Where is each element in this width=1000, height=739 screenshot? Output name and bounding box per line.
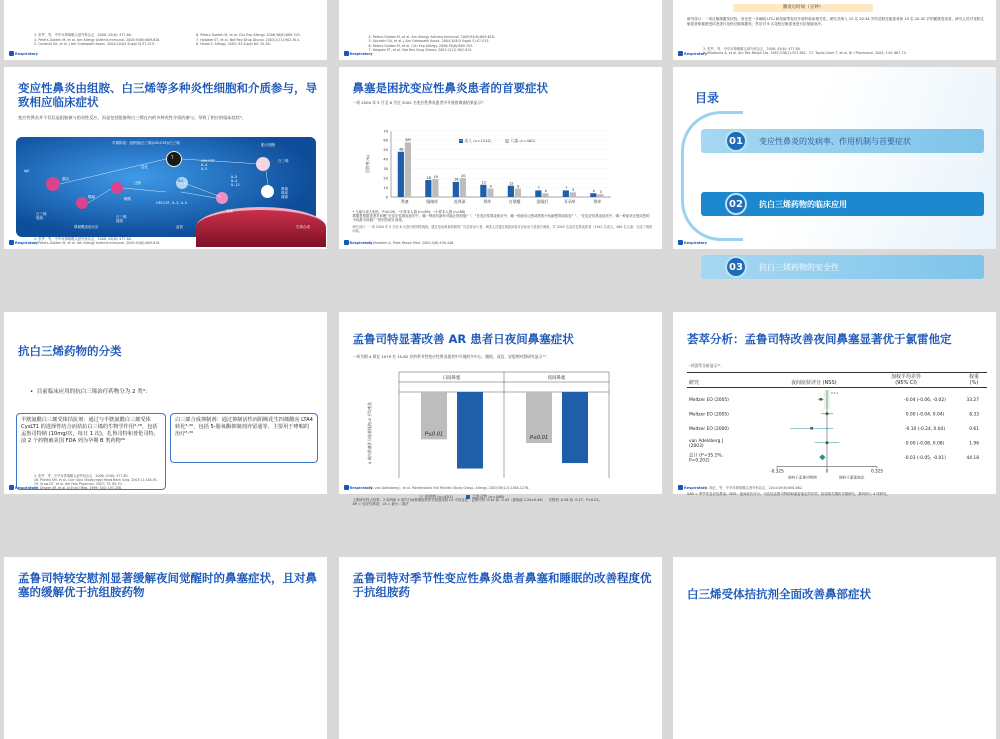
brand-logo: Respiratory — [344, 51, 373, 56]
slide-intro: 一项为期 4 周在 1079 名 15-82 岁的季节性变应性鼻炎患者中开展的多中心、随机、双盲、安慰剂对照研究显示¹⁰： — [352, 354, 550, 359]
weight-text: 1.96 — [969, 441, 979, 447]
study-design-text: 研究设计：一项过敏源激发试验，旨在进一步阐明 LTC₄ 和组胺等炎性介质的临床相关性。研究共纳入 10 名 20-34 岁的花粉过敏患者和 10 名 20-32 岁的健康受试者。研究人员对花粉过敏患者和健康受试者进行花粉过敏源激发，然后对 6 名花粉过敏患者进行抗组胺治疗。 — [687, 17, 984, 26]
point-estimate — [810, 427, 813, 430]
chart-legend: 成人 (n=1542) 儿童 (n=460) — [459, 128, 544, 147]
references: 3. 张罗，等．中华耳鼻咽喉头颈外科杂志．2008; 43(6): 477-80. 4. Peters-Golden M, et al. Am Allergy Asthma Immunol. 2005;94(6):609-618. — [34, 236, 161, 245]
point-estimate — [820, 398, 823, 401]
slide-intro: 一项荟萃分析显示¹¹： — [687, 363, 725, 368]
data-label: 5 — [571, 188, 574, 193]
y-tick-label: 60 — [382, 138, 388, 143]
y-axis-label: 回答率(%) — [364, 155, 370, 173]
brand-logo: Respiratory — [678, 485, 707, 490]
weight-text: 33.27 — [966, 397, 979, 403]
slide-thumbnail[interactable] — [4, 67, 327, 249]
bar — [535, 190, 541, 197]
data-label: 9 — [489, 184, 492, 189]
bar — [590, 193, 596, 197]
category-label: 日间鼻塞 — [442, 376, 460, 381]
forest-header: 研究 夜间症状评分 (NSS) 加权平均差异 (95% CI) 权重 (%) — [687, 372, 987, 388]
slide-title: 变应性鼻炎由组胺、白三烯等多种炎性细胞和介质参与，导致相应临床症状 — [18, 81, 317, 109]
bar — [562, 392, 588, 463]
ci-text: -0.10 (-0.24, 0.04) — [904, 426, 946, 432]
y-tick-label: 0 — [385, 195, 388, 200]
bar — [432, 179, 438, 197]
slide-title: 孟鲁司特显著改善 AR 患者日夜间鼻塞症状 — [352, 332, 574, 346]
bar — [397, 152, 403, 197]
brand-logo: Respiratory — [9, 485, 38, 490]
data-label: 9 — [516, 184, 519, 189]
brand-logo: Respiratory — [9, 51, 38, 56]
x-tick-label: 耳朵痒 — [563, 199, 575, 204]
chart-footnote: SAR = 季节性变应性鼻炎；NSS：夜间症状评分。为比较孟鲁司特钠和氯雷他定的疗效，检索相关随机对照研究，最终纳入 4 项研究。 — [687, 492, 890, 496]
toc-number: 03 — [725, 256, 747, 278]
x-tick-label: 鼻塞 — [400, 199, 409, 204]
bar — [452, 182, 458, 197]
study-label: Meltzer EO (2005) — [689, 412, 729, 418]
study-label: van Adelsberg J — [689, 438, 724, 444]
brand-logo: Respiratory — [678, 240, 707, 245]
bar — [514, 189, 520, 197]
ci-text: -0.03 (-0.05, -0.01) — [904, 455, 946, 461]
x-tick-label: 眼睛痒 — [426, 199, 438, 204]
references-left: 3. 张罗，等．中华耳鼻咽喉头颈外科杂志．2008; 43(6): 477-80. 4. Peters-Golden M, et al. Am Allergy Asthma Immunol. 2005;94(6):609-618. 5. Quraishi SA, et al. J Am Osteopath Assoc. 2004;104(5 Suppl 5):S7-S15. — [34, 33, 161, 46]
y-tick-label: 10 — [382, 185, 388, 190]
toc-title: 目录 — [695, 91, 720, 105]
slide-thumbnail[interactable] — [673, 67, 996, 273]
references: 4. Peters-Golden M, et al. Am Allergy Asthma Immunol. 2005;94(6):609-618. 5. Quraishi SA, et al. J Am Osteopath Assoc. 2004;104(5 Suppl 5):S7-S15. 6. Peters-Golden M, et al. Clin Exp Allergy. 2006;36(6):689-703. 7. Holgate ST, et al. Nat Rev Drug Discov. 2003;2(11):902-914. — [368, 35, 495, 52]
data-label: 7 — [537, 186, 540, 191]
slide-thumbnail[interactable] — [673, 312, 996, 494]
x-tick-label: 0 — [825, 468, 829, 474]
slide-title: 荟萃分析：孟鲁司特改善夜间鼻塞显著优于氯雷他定 — [687, 332, 952, 346]
favors-right-label: 倾向于氯雷他定 — [839, 475, 865, 480]
toc-number: 01 — [725, 130, 747, 152]
toc-item-1[interactable]: 01 变应性鼻炎的发病率、作用机制与首要症状 — [701, 129, 984, 153]
slide-thumbnail[interactable] — [339, 557, 662, 739]
chart-footnote: 主要研究终点结果：2 周内和 4 周内日间鼻塞症状评分较基线的 LS 平均变化：孟鲁司特 -0.42 和 -0.43（基线值 2.20±0.46），安慰剂 -0.26 和 -0.27；P<0.01。 AR = 变应性鼻炎；LS = 最小二乘法 — [352, 498, 603, 507]
data-label: 48 — [398, 147, 403, 152]
slide-title: 抗白三烯药物的分类 — [18, 344, 122, 358]
mechanism-diagram: 早期阶段：组织胺/白三烯(GM-CSF)/白三烯 T Th2 GM-CSF IL-4 IL-5 IL-5 IL-4 IL-13 GM-CSF, IL-3, IL-5 IgE 激活 迁移 白三烯 组胺 嗜碱 嗜酸 炎症 白三烯 组胺 鼻黏膜炎症反应 白三烯 鼻塞 鼻痒 流涕 肥大细胞 趋化 血管 生物合成 — [16, 137, 316, 237]
data-label: 13 — [481, 180, 486, 185]
x-tick-label: -0.325 — [770, 468, 784, 474]
slide-thumbnail[interactable] — [673, 557, 996, 739]
study-label: (2003) — [689, 443, 704, 449]
summary-diamond — [819, 454, 825, 460]
slide-thumbnail[interactable] — [339, 312, 662, 507]
toc-item-3[interactable]: 03 抗白三烯药物的安全性 — [701, 255, 984, 279]
data-label: 20 — [460, 173, 465, 178]
ci-text: 0.00 (-0.08, 0.08) — [905, 441, 945, 447]
x-tick-label: 流鼻涕 — [453, 199, 465, 204]
slide-thumbnail[interactable] — [673, 0, 996, 60]
bar — [457, 392, 483, 469]
study-design-text: 研究设计：一项 2004 年 5 月至 6 月进行的网络调查。通过电话调查和网络广告征募参与者。调查人员通过调查问卷对目标参与者进行调查。共 2002 名变应性鼻炎患者（1542 名成人，460 名儿童）完成了调查问卷。 — [352, 225, 653, 233]
weight-text: 0.61 — [969, 426, 979, 432]
study-label: Meltzer EO (2005) — [689, 397, 729, 403]
slide-title: 鼻塞是困扰变应性鼻炎患者的首要症状 — [352, 81, 548, 95]
y-tick-label: 30 — [382, 167, 388, 172]
x-tick-label: 流眼泪 — [536, 199, 548, 204]
toc-number: 02 — [725, 193, 747, 215]
p-value-annotation: P≤0.01 — [424, 431, 443, 438]
congestion-bar-chart — [359, 370, 629, 480]
data-label: 18 — [426, 175, 431, 180]
chart-legend: 安慰剂 (n=451) 孟鲁司特 (n=448) — [419, 484, 513, 503]
ltra-box: 半胱氨酰白三烯受体拮抗剂：通过与半胱氨酰白三烯受体 CysLT1 的选择性结合而拮抗白三烯的生物学作用³·²⁸，包括孟鲁司特钠 (10mg/次，每日 1 次)，扎鲁司特和普伦司特，前 2 个药物被美国 FDA 列为孕期 B 类药物²⁹ — [16, 413, 166, 490]
slide-thumbnail[interactable] — [4, 312, 327, 494]
bar — [542, 193, 548, 197]
brand-logo: Respiratory — [344, 240, 373, 245]
slide-intro: 变应性鼻炎并不仅仅是组胺参与的炎性反应，而是包括组胺和白三烯在内的多种炎性介质的参与，导致了相应的临床症状³。 — [18, 115, 246, 120]
data-label: 19 — [433, 174, 438, 179]
bullet-text: • 目前临床应用的抗白三烯治疗药物分为 2 类³： — [30, 389, 151, 395]
y-tick-label: 20 — [382, 176, 388, 181]
x-tick-label: 鼻痒 — [592, 199, 601, 204]
references: 10. van Adelsberg J, et al. Montelukast Fall Rhinitis Study Group. Allergy. 2003;58(12):1268-1276. — [368, 485, 530, 490]
data-label: 12 — [508, 181, 513, 186]
slide-thumbnail[interactable] — [4, 0, 327, 60]
data-label: 4 — [592, 189, 595, 194]
brand-logo: Respiratory — [9, 240, 38, 245]
favors-left-label: 倾向于孟鲁司特钠 — [788, 475, 817, 480]
study-label: P=0.202) — [689, 458, 710, 464]
category-label: 夜间鼻塞 — [547, 376, 565, 381]
references: 3. 张罗，等．中华耳鼻咽喉头颈外科杂志．2008; 43(6): 477-80. 9. Miadonna A, et al. Am Rev Respir Dis. 1987;136(2):357-362. 27. Taylor-Clark T, et al. Br J Pharmacol. 2005; 144: 867-74. — [703, 46, 907, 55]
bar — [459, 178, 465, 197]
data-label: 58* — [404, 138, 411, 143]
data-label: 16 — [453, 177, 458, 182]
slide-title: 孟鲁司特较安慰剂显著缓解夜间觉醒时的鼻塞症状，且对鼻塞的缓解优于抗组胺药物 — [18, 571, 317, 599]
references: 3. 张罗，等．中华耳鼻咽喉头颈外科杂志．2008; 43(6): 477-80. 28. Plaritsi SM, et al. Curr Opin Otolaryngol Head Neck Surg. 2003;11:184-91. 29. Scow DT, et al. Am Fam Physician. 2007; 75: 65-70. 30. Drazen JM, et al. N Engl J Med. 1999; 340: 197-206. — [34, 474, 158, 490]
data-label: 7 — [564, 186, 567, 191]
study-label: Meltzer EO (2000) — [689, 426, 729, 432]
ci-text: 0.00 (-0.04, 0.04) — [905, 412, 945, 418]
references: 11. 施红，等．中华耳鼻咽喉头颈外科杂志．2014;49(8):658-662. — [703, 485, 803, 490]
slide-thumbnail[interactable] — [339, 67, 662, 249]
y-tick-label: 40 — [382, 157, 388, 162]
synthesis-inhibitor-box: 白三烯合成抑制剂：通过抑制活性而阻断花生四烯酸向 LTA4 转化³·³⁰，包括 5-脂氧酶抑制剂齐留通等，主要用于哮喘的治疗³·³⁰ — [170, 413, 318, 463]
weight-text: 8.33 — [969, 412, 979, 418]
x-tick-label: 0.325 — [871, 468, 883, 474]
axis-label: 激发后时间（分钟） — [733, 4, 873, 12]
slide-intro: 一项 2004 年 5 月至 6 月在 2002 名变应性鼻炎患者中开展的调查结果显示⁸： — [352, 100, 487, 105]
weight-text: 44.18 — [966, 455, 979, 461]
x-tick-label: 打喷嚏 — [508, 199, 520, 204]
bar — [562, 190, 568, 197]
data-label: 3 — [599, 189, 602, 194]
references-right: 6. Peters-Golden M, et al. Clin Exp Allergy. 2006;36(6):689-703. 7. Holgate ST, et al. Nat Rev Drug Discov. 2003;2(11):902-914. 8. Horak F. Allergy. 2003; 93 Suppl 64: 34-36. — [196, 33, 301, 46]
brand-logo: Respiratory — [344, 485, 373, 490]
slide-thumbnail[interactable] — [4, 557, 327, 739]
data-label: 4 — [544, 189, 547, 194]
bar — [597, 194, 603, 197]
symptom-bar-chart — [361, 119, 621, 209]
bar — [425, 180, 431, 197]
y-tick-label: 50 — [382, 148, 388, 153]
zoom-scale-label: 0 0.1 — [831, 391, 839, 395]
y-tick-label: 70 — [382, 129, 388, 134]
x-tick-label: 鼻痒 — [482, 199, 491, 204]
p-value-annotation: P≤0.01 — [529, 435, 548, 442]
brand-logo: Respiratory — [678, 51, 707, 56]
ci-text: -0.04 (-0.06, -0.02) — [904, 397, 946, 403]
y-axis-label: 4 周内鼻塞评分较基线的LS 平均变化 — [366, 401, 372, 465]
bar — [507, 186, 513, 197]
bar — [569, 192, 575, 197]
bar — [480, 185, 486, 197]
slide-thumbnail[interactable] — [339, 0, 662, 60]
bar — [487, 189, 493, 197]
references: 8. Shedden A. Treat Respir Med. 2005;4(6):439-446. — [368, 240, 455, 245]
study-label: 总计 (I²=35.1%, — [689, 453, 723, 459]
bar — [404, 142, 410, 197]
forest-plot — [687, 390, 987, 490]
chart-footnote: * 儿童与成人相比，P<0.05；⁺小样本人群 (n=69)；⁺小样本人群 (n=68) 数据是根据患者对问题“在变应性鼻炎症状中，哪一种症状最有可能让您烦恼？”、“在变应性鼻炎症状中，哪一种症状让您或您的小孩最想得到改变？”、“在变应性鼻炎症状中，哪一种症状让您或您的小孩最为烦恼？”的回答统计而得。 — [352, 210, 650, 223]
toc-item-2[interactable]: 02 抗白三烯药物的临床应用 — [701, 192, 984, 216]
slide-title: 孟鲁司特对季节性变应性鼻炎患者鼻塞和睡眠的改善程度优于抗组胺药 — [352, 571, 652, 599]
slide-title: 白三烯受体拮抗剂全面改善鼻部症状 — [687, 587, 871, 601]
